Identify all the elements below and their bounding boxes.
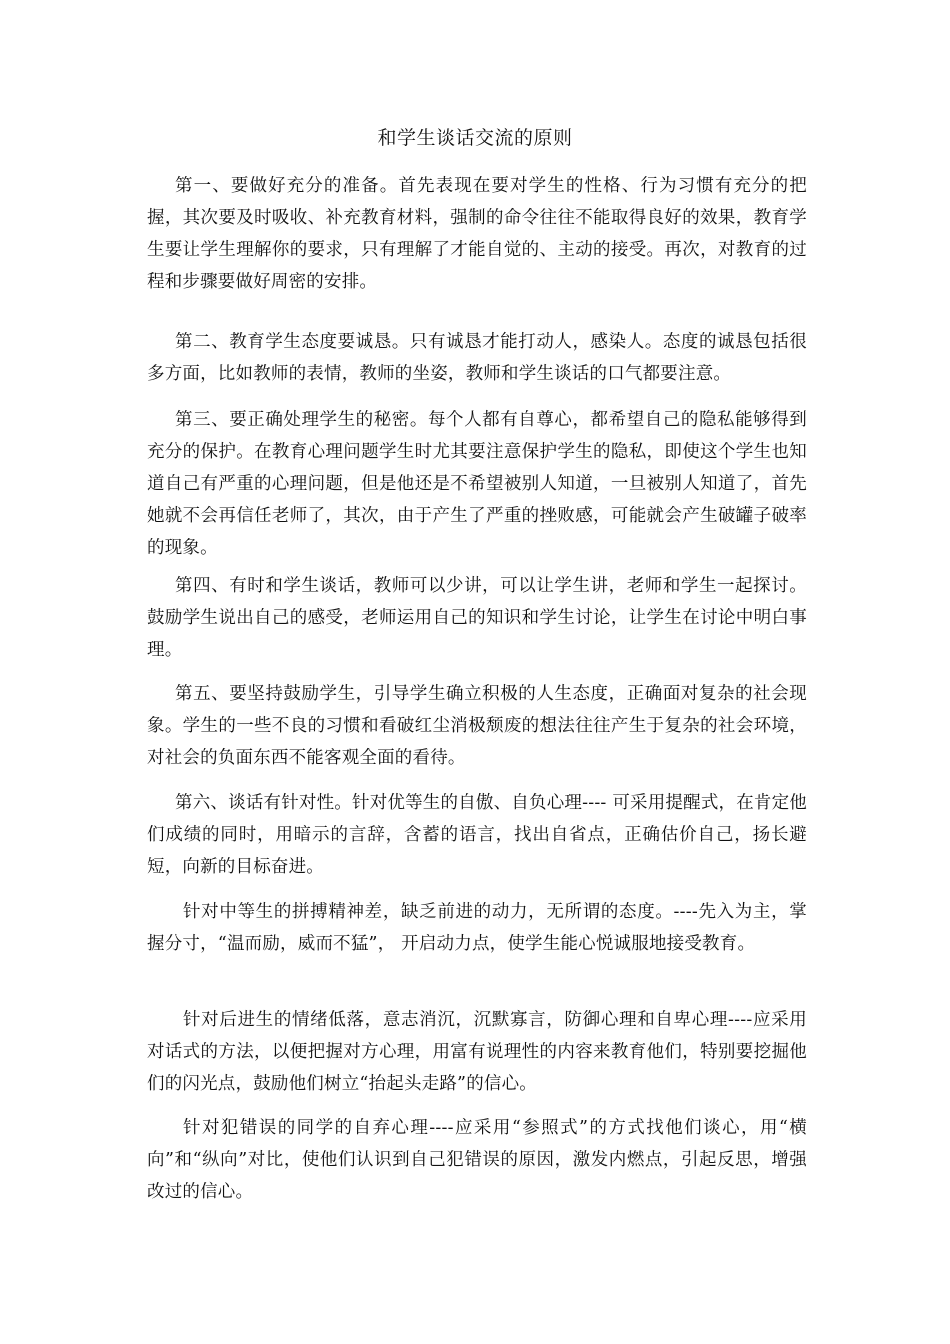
- paragraph-4: 第四、有时和学生谈话，教师可以少讲，可以让学生讲，老师和学生一起探讨。鼓励学生说出自己的感受，老师运用自己的知识和学生讨论，让学生在讨论中明白事理。: [147, 576, 807, 660]
- paragraph-6: 第六、谈话有针对性。针对优等生的自傲、自负心理---- 可采用提醒式，在肯定他们成绩的同时，用暗示的言辞，含蓄的语言，找出自省点，正确估价自己，扬长避短，向新的目标奋进。: [147, 793, 808, 877]
- paragraph-2: 第二、教育学生态度要诚恳。只有诚恳才能打动人，感染人。态度的诚恳包括很多方面，比如教师的表情，教师的坐姿，教师和学生谈话的口气都要注意。: [147, 332, 807, 384]
- paragraph-5: 第五、要坚持鼓励学生，引导学生确立积极的人生态度，正确面对复杂的社会现象。学生的一些不良的习惯和看破红尘消极颓废的想法往往产生于复杂的社会环境，对社会的负面东西不能客观全面的看待。: [147, 684, 807, 768]
- document-title: 和学生谈话交流的原则: [377, 127, 573, 149]
- paragraph-9: 针对犯错误的同学的自弃心理----应采用“参照式”的方式找他们谈心，用“横向”和“纵向”对比，使他们认识到自己犯错误的原因，激发内燃点，引起反思，增强改过的信心。: [147, 1118, 807, 1202]
- paragraph-3: 第三、要正确处理学生的秘密。每个人都有自尊心，都希望自己的隐私能够得到充分的保护。在教育心理问题学生时尤其要注意保护学生的隐私，即使这个学生也知道自己有严重的心理问题，但是他还是不希望被别人知道，一旦被别人知道了，首先她就不会再信任老师了，其次，由于产生了严重的挫败感，可能就会产生破罐子破率的现象。: [147, 410, 807, 558]
- paragraph-1: 第一、要做好充分的准备。首先表现在要对学生的性格、行为习惯有充分的把握，其次要及时吸收、补充教育材料，强制的命令往往不能取得良好的效果，教育学生要让学生理解你的要求，只有理解了才能自觉的、主动的接受。再次，对教育的过程和步骤要做好周密的安排。: [147, 176, 807, 292]
- paragraph-7: 针对中等生的拼搏精神差，缺乏前进的动力，无所谓的态度。----先入为主，掌握分寸，“温而励，威而不猛”， 开启动力点，使学生能心悦诚服地接受教育。: [147, 902, 807, 954]
- paragraph-8: 针对后进生的情绪低落，意志消沉，沉默寡言，防御心理和自卑心理----应采用对话式的方法，以便把握对方心理，用富有说理性的内容来教育他们，特别要挖掘他们的闪光点，鼓励他们树立“抬起头走路”的信心。: [147, 1010, 807, 1094]
